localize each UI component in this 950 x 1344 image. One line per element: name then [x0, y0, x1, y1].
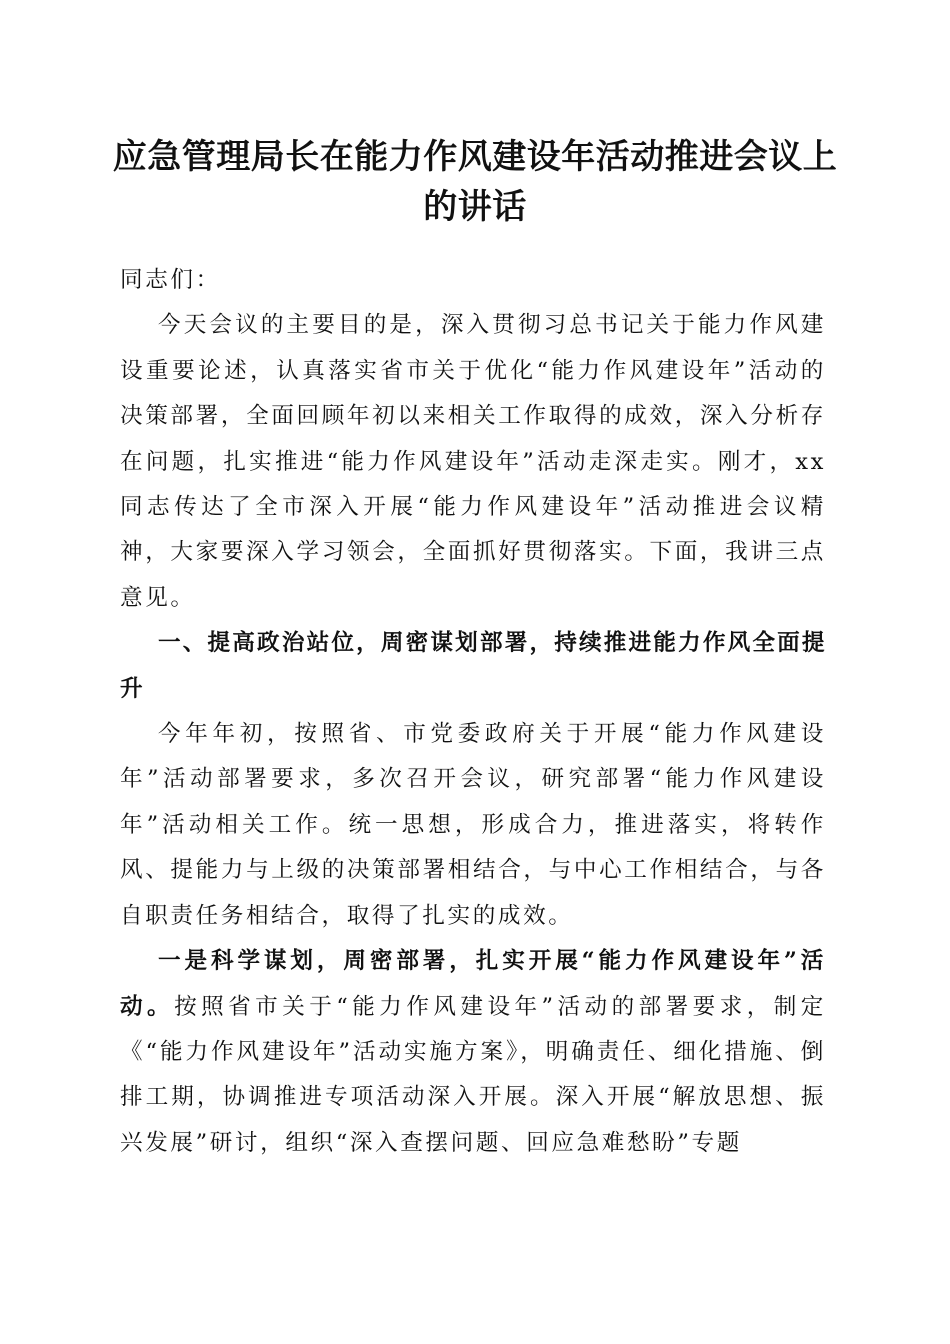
point-1-lead: 一是科学谋划，周密部署，扎实开展“能力作风建设年”活动。 — [120, 948, 826, 1020]
point-1-text: 按照省市关于“能力作风建设年”活动的部署要求，制定《“能力作风建设年”活动实施方案》，明确责任、细化措施、倒排工期，协调推进专项活动深入开展。深入开展“解放思想、振兴发展”研讨，组织“深入查摆问题、回应急难愁盼”专题 — [120, 993, 826, 1156]
point-1-paragraph — [120, 939, 826, 1166]
salutation: 同志们： — [120, 267, 221, 293]
document-title: 应急管理局长在能力作风建设年活动推进会议上的讲话 — [112, 137, 838, 227]
section-1-paragraph: 今年年初，按照省、市党委政府关于开展“能力作风建设年”活动部署要求，多次召开会议，研究部署“能力作风建设年”活动相关工作。统一思想，形成合力，推进落实，将转作风、提能力与上级的决策部署相结合，与中心工作相结合，与各自职责任务相结合，取得了扎实的成效。 — [120, 721, 826, 929]
section-heading-1: 一、提高政治站位，周密谋划部署，持续推进能力作风全面提升 — [120, 630, 826, 702]
opening-paragraph: 今天会议的主要目的是，深入贯彻习总书记关于能力作风建设重要论述，认真落实省市关于优化“能力作风建设年”活动的决策部署，全面回顾年初以来相关工作取得的成效，深入分析存在问题，扎实推进“能力作风建设年”活动走深走实。刚才，xx同志传达了全市深入开展“能力作风建设年”活动推进会议精神，大家要深入学习领会，全面抓好贯彻落实。下面，我讲三点意见。 — [120, 312, 826, 611]
document-body — [120, 258, 826, 1166]
